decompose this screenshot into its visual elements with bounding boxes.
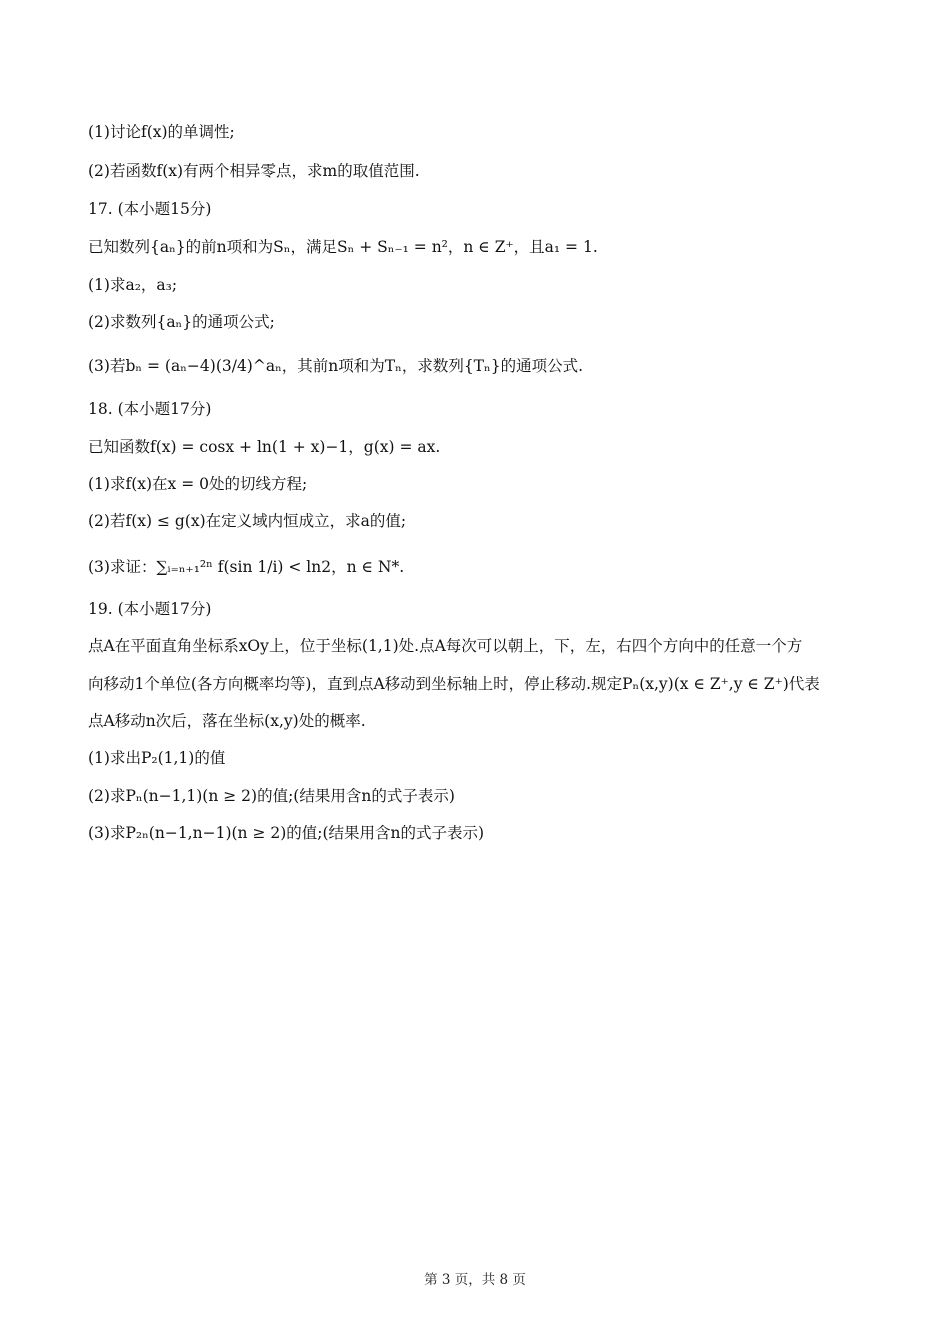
problem17-part1: (1)求a₂，a₃; xyxy=(88,276,178,294)
problem17-part2: (2)求数列{aₙ}的通项公式; xyxy=(88,313,275,331)
problem17-title: 17. (本小题15分) xyxy=(88,200,212,218)
problem18-part2: (2)若f(x) ≤ g(x)在定义域内恒成立，求a的值; xyxy=(88,512,407,530)
problem19-part1: (1)求出P₂(1,1)的值 xyxy=(88,749,226,767)
problem17-stem: 已知数列{aₙ}的前n项和为Sₙ，满足Sₙ + Sₙ₋₁ = n²，n ∈ Z⁺，且a₁ = 1. xyxy=(88,238,598,256)
problem16-part2: (2)若函数f(x)有两个相异零点，求m的取值范围. xyxy=(88,162,420,180)
problem18-stem: 已知函数f(x) = cosx + ln(1 + x)−1，g(x) = ax. xyxy=(88,438,441,456)
problem16-part1: (1)讨论f(x)的单调性; xyxy=(88,123,235,141)
problem18-part1: (1)求f(x)在x = 0处的切线方程; xyxy=(88,475,308,493)
problem19-stem-line3: 点A移动n次后，落在坐标(x,y)处的概率. xyxy=(88,712,366,730)
problem19-stem-line2: 向移动1个单位(各方向概率均等)，直到点A移动到坐标轴上时，停止移动.规定Pₙ(x,y)(x ∈ Z⁺,y ∈ Z⁺)代表 xyxy=(88,675,820,693)
problem18-part3: (3)求证：∑ᵢ₌ₙ₊₁²ⁿ f(sin 1/i) < ln2，n ∈ N*. xyxy=(88,558,405,576)
problem19-part2: (2)求Pₙ(n−1,1)(n ≥ 2)的值;(结果用含n的式子表示) xyxy=(88,787,455,805)
problem19-stem-line1: 点A在平面直角坐标系xOy上，位于坐标(1,1)处.点A每次可以朝上，下，左，右四个方向中的任意一个方 xyxy=(88,637,803,655)
page-number-footer: 第 3 页，共 8 页 xyxy=(424,1272,526,1288)
problem19-title: 19. (本小题17分) xyxy=(88,600,212,618)
problem19-part3: (3)求P₂ₙ(n−1,n−1)(n ≥ 2)的值;(结果用含n的式子表示) xyxy=(88,824,485,842)
problem18-title: 18. (本小题17分) xyxy=(88,400,212,418)
problem17-part3: (3)若bₙ = (aₙ−4)(3/4)^aₙ，其前n项和为Tₙ，求数列{Tₙ}的通项公式. xyxy=(88,357,584,375)
